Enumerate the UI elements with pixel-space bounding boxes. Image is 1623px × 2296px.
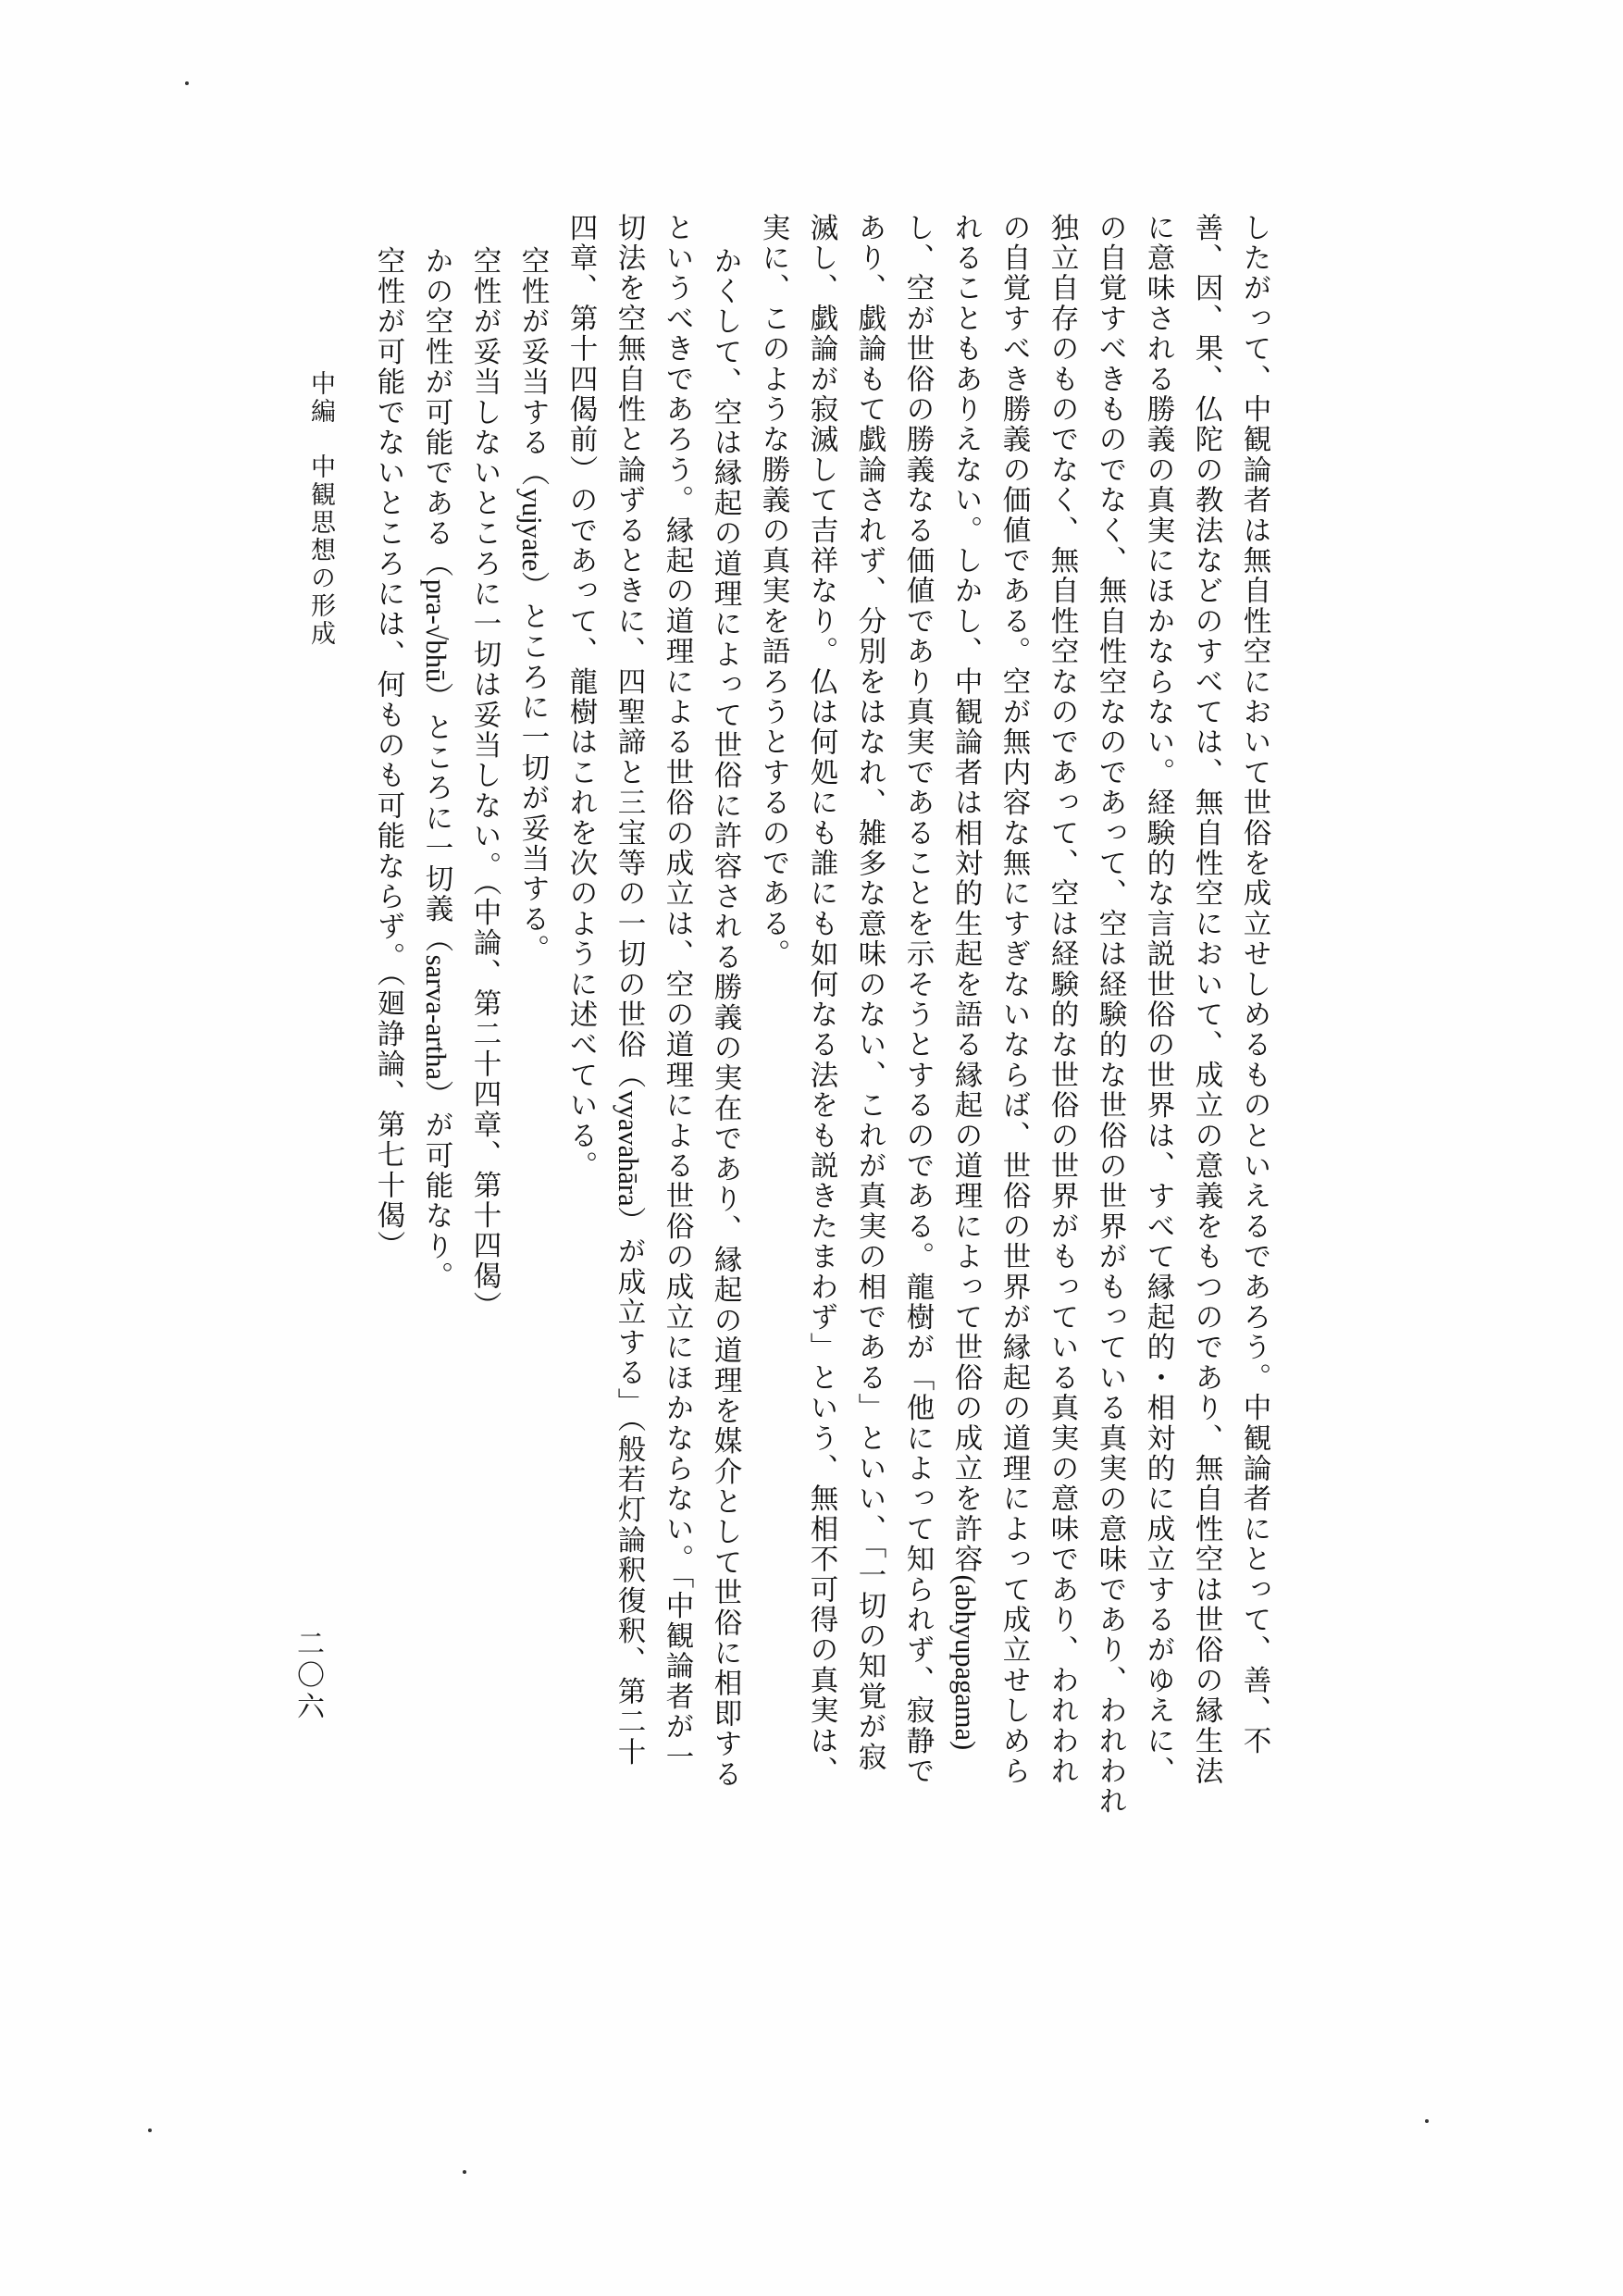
- latin-term: yujyate: [516, 488, 548, 572]
- text-column: の自覚すべきものでなく、無自性空なのであって、空は経験的な世俗の世界がもっている真実の意味であり、われわれ: [1094, 213, 1126, 1818]
- text-column: 空性が妥当しないところに一切は妥当しない。（中論、第二十四章、第十四偈）: [468, 246, 501, 1322]
- text-column: したがって、中観論者は無自性空において世俗を成立せしめるものといえるであろう。中観論者にとって、善、不: [1238, 213, 1270, 1756]
- latin-term: vyavahāra: [613, 1090, 644, 1207]
- text-column: に意味される勝義の真実にほかならない。経験的な言説世俗の世界は、すべて縁起的・相対的に成立するがゆえに、: [1142, 213, 1174, 1787]
- text-column: 善、因、果、仏陀の教法などのすべては、無自性空において、成立の意義をもつのであり、無自性空は世俗の縁生法: [1190, 213, 1222, 1787]
- page-number: 二〇六: [291, 1629, 324, 1723]
- text-column: の自覚すべき勝義の価値である。空が無内容な無にすぎないならば、世俗の世界が縁起の道理によって成立せしめら: [997, 213, 1030, 1787]
- page-speck-bottom-center: [463, 2170, 466, 2174]
- text-column: れることもありえない。しかし、中観論者は相対的生起を語る縁起の道理によって世俗の成立を許容(abhyupagama): [949, 213, 982, 1751]
- text-column: し、空が世俗の勝義なる価値であり真実であることを示そうとするのである。龍樹が「他によって知られず、寂静で: [901, 213, 934, 1787]
- page-speck-top-left: [185, 81, 189, 85]
- latin-term: pra-√bhū: [420, 578, 452, 683]
- text-column: かくして、空は縁起の道理によって世俗に許容される勝義の実在であり、縁起の道理を媒介として世俗に相即する: [709, 246, 741, 1790]
- latin-term: sarva-artha: [420, 954, 452, 1081]
- text-column: かの空性が可能である（pra-√bhū）ところに一切義（sarva-artha）が可能なり。: [420, 246, 452, 1292]
- text-column: 空性が可能でないところには、何ものも可能ならず。（廻諍論、第七十偈）: [372, 246, 404, 1261]
- body-text-block: [157, 213, 1268, 2054]
- text-column: 切法を空無自性と論ずるときに、四聖諦と三宝等の一切の世俗（vyavahāra）が成立する」（般若灯論釈復釈、第二十: [613, 213, 645, 1768]
- text-column: 四章、第十四偈前）のであって、龍樹はこれを次のように述べている。: [564, 213, 597, 1182]
- page-speck-bottom-left: [148, 2128, 152, 2132]
- text-column: 実に、このような勝義の真実を語ろうとするのである。: [757, 213, 789, 970]
- text-column: 空性が妥当する（yujyate）ところに一切が妥当する。: [516, 246, 549, 965]
- text-column: 滅し、戯論が寂滅して吉祥なり。仏は何処にも誰にも如何なる法をも説きたまわず」という、無相不可得の真実は、: [805, 213, 837, 1787]
- text-column: というべきであろう。縁起の道理による世俗の成立は、空の道理による世俗の成立にほかならない。「中観論者が一: [661, 213, 693, 1773]
- running-head: 中編 中観思想の形成: [306, 370, 335, 648]
- text-column: あり、戯論もて戯論されず、分別をはなれ、雑多な意味のない、これが真実の相である」といい、「一切の知覚が寂: [853, 213, 886, 1773]
- text-column: 独立自存のものでなく、無自性空なのであって、空は経験的な世俗の世界がもっている真実の意味であり、われわれ: [1046, 213, 1078, 1787]
- latin-term: (abhyupagama): [949, 1574, 981, 1751]
- page-speck-bottom-right: [1425, 2119, 1429, 2123]
